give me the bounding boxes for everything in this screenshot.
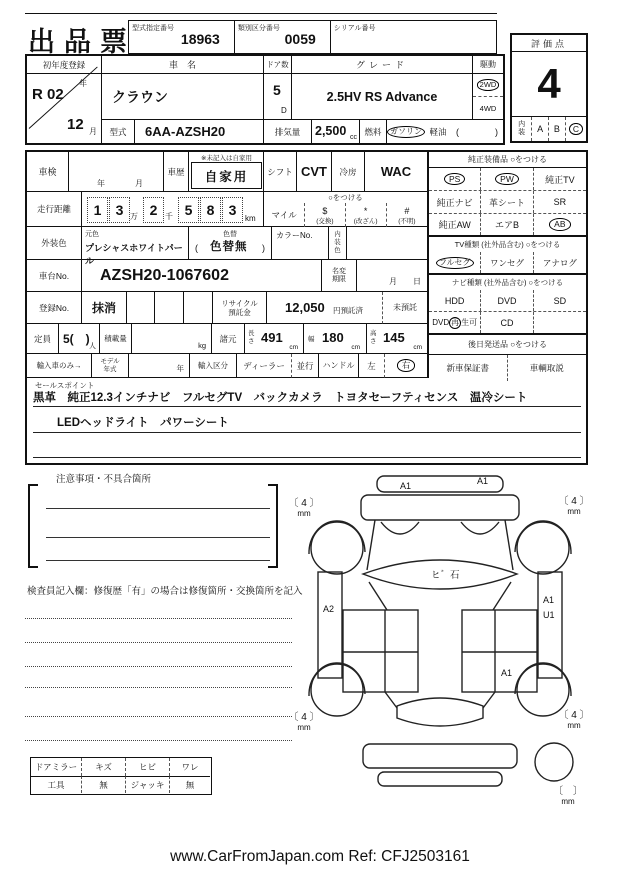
navi-dvd-play-pre: DVD — [432, 318, 450, 327]
tread-rear-left — [286, 712, 322, 732]
height-unit: cm — [413, 344, 422, 351]
handle-right-cell — [385, 354, 427, 378]
height-label: 高さ — [370, 330, 377, 345]
repaint-value: 色替無 — [210, 241, 248, 253]
capacity-value: 5( ) — [63, 332, 90, 346]
repaint-open: ( — [195, 243, 198, 253]
drive-2wd-mark: 2WD — [477, 79, 500, 90]
displacement-unit: cc — [350, 134, 357, 141]
mirror-label: ドアミラー — [34, 761, 78, 772]
orig-color-value: プレシャスホワイトパール — [85, 243, 183, 266]
model-code-label: 型式 — [102, 120, 135, 143]
grade-value: 2.5HV RS Advance — [326, 89, 438, 104]
damage-windshield-chip: ヒ゛石 — [431, 570, 460, 581]
equip-leather: 革シート — [481, 191, 533, 213]
equip-ps-cell — [429, 168, 481, 190]
mileage-digit-4: 5 — [178, 197, 199, 223]
sales-line-1-text: 黒革 純正12.3インチナビ フルセグTV バックカメラ トヨタセーフティセンス 温冷シート — [33, 392, 528, 404]
name-change-month-day: 月 日 — [389, 277, 421, 286]
notes-bracket-right — [268, 484, 278, 568]
jack-none: 無 — [169, 776, 210, 794]
later-header: 後日発送品 ○をつける — [429, 335, 586, 355]
name-change-label: 名変期限 — [322, 260, 357, 292]
damage-a1-right: A1 — [543, 595, 555, 605]
repaint-label: 色替 — [223, 231, 237, 238]
doors-value: 5 — [273, 82, 281, 98]
score-label: 評価点 — [512, 35, 586, 52]
capacity-label: 定員 — [27, 324, 59, 354]
tread-front-left — [286, 498, 322, 518]
payload-label: 積載量 — [100, 324, 132, 354]
shaken-month-unit: 月 — [135, 179, 143, 188]
reg-empty-cell-3 — [184, 292, 213, 324]
equip-pw-mark: PW — [495, 173, 519, 186]
car-name-cell — [102, 74, 264, 120]
color-no-cell — [272, 227, 329, 260]
interior-grade-b: B — [549, 117, 566, 141]
damage-a1-front-right: A1 — [477, 476, 489, 486]
notes-line-2 — [46, 537, 270, 539]
top-rule — [25, 13, 497, 14]
model-year-unit: 年 — [176, 364, 184, 373]
mileage-digit-1: 1 — [87, 197, 108, 223]
flag-hash-sym: # — [404, 205, 410, 216]
equip-airbag: エアB — [481, 214, 533, 235]
tread-front-right-value: 〔 4 〕 — [558, 496, 590, 507]
sales-line-2 — [33, 413, 581, 433]
sales-line-3 — [33, 436, 581, 458]
tread-front-left-unit: mm — [297, 509, 311, 518]
notes-label: 注意事項・不具合箇所 — [56, 474, 152, 485]
width-cell — [304, 324, 367, 354]
navi-sd: SD — [553, 295, 567, 306]
recycle-amount: 12,050 — [285, 300, 325, 315]
equip-ps-mark: PS — [444, 173, 465, 186]
color-no-label: カラーNo. — [276, 231, 313, 240]
model-year-label: モデル年式 — [92, 354, 129, 378]
mirror-tools-table — [30, 757, 212, 795]
displacement-label: 排気量 — [264, 120, 312, 143]
first-reg-month-unit: 月 — [89, 127, 97, 136]
flag-mile: マイル — [271, 210, 297, 220]
mileage-digit-2: 3 — [109, 197, 130, 223]
score-value: 4 — [537, 60, 561, 107]
car-name-value: クラウン — [112, 88, 168, 105]
equipment-panel — [427, 152, 586, 378]
length-value: 491 — [261, 330, 283, 345]
tv-oneseg: ワンセグ — [481, 252, 533, 273]
flag-hash-sub: (不明) — [398, 217, 416, 225]
jack-label: ジャッキ — [125, 776, 169, 794]
int-color-label: 内装色 — [329, 227, 347, 260]
repaint-close: ) — [262, 243, 265, 253]
tread-spare — [548, 786, 588, 806]
equip-ab-cell — [534, 214, 586, 235]
interior-grade-c-cell — [566, 117, 586, 141]
mileage-km: km — [245, 214, 256, 223]
damage-u1-right: U1 — [543, 610, 555, 620]
tv-analog: アナログ — [542, 257, 577, 268]
interior-row — [512, 116, 586, 141]
later-warranty: 新車保証書 — [429, 355, 508, 381]
tire-front-left — [311, 522, 363, 574]
tool-none: 無 — [81, 776, 125, 794]
notes-bracket-left — [28, 484, 38, 568]
mirror-crack: ヒビ — [125, 758, 169, 776]
flag-dollar-sub: (交換) — [316, 217, 334, 225]
code-boxes — [128, 20, 497, 54]
notes-line-1 — [46, 508, 270, 510]
recycle-none: 未預託 — [382, 292, 427, 324]
interior-grade-c-mark: C — [569, 123, 583, 136]
damage-a2-left: A2 — [323, 604, 335, 614]
shaken-year-unit: 年 — [97, 179, 105, 188]
flag-star — [345, 203, 386, 227]
flag-hash — [386, 203, 427, 227]
inspector-line-6 — [25, 740, 292, 742]
tire-front-right — [517, 522, 569, 574]
displacement-cell — [312, 120, 360, 143]
model-code-cell — [135, 120, 264, 143]
int-color-cell — [347, 227, 427, 260]
payload-cell — [132, 324, 212, 354]
later-manual: 車輌取説 — [529, 363, 564, 373]
tv-fullseg-cell — [429, 252, 481, 273]
sales-points — [27, 378, 586, 463]
sales-line-2-text: LEDヘッドライト パワーシート — [57, 417, 229, 429]
reg-empty-cell-2 — [155, 292, 184, 324]
tv-type-header: TV種類 (社外品含む) ○をつける — [454, 240, 561, 249]
interior-label: 内装 — [512, 117, 532, 141]
width-unit: cm — [351, 344, 360, 351]
rear-window-shape — [397, 698, 483, 726]
grade-cell — [292, 74, 473, 120]
mileage-digit-6: 3 — [222, 197, 243, 223]
capacity-cell — [59, 324, 100, 354]
doors-cell — [264, 74, 292, 120]
inspector-line-2 — [25, 642, 292, 644]
history-note: ※未記入は自家用 — [201, 154, 252, 162]
spec-label: 諸元 — [212, 324, 245, 354]
tread-rear-left-unit: mm — [297, 723, 311, 732]
score-box — [510, 33, 588, 143]
tread-rear-right-value: 〔 4 〕 — [558, 710, 590, 721]
fuel-diesel-label: 軽油 — [429, 126, 447, 137]
navi-empty-cell — [534, 312, 586, 333]
sheet-title: 出品票 — [28, 27, 136, 57]
import-dealer: ディーラー — [237, 354, 292, 378]
length-label: 長さ — [248, 330, 255, 345]
orig-color-cell — [82, 227, 189, 266]
history-label: 車歴 — [164, 152, 189, 192]
fuel-label: 燃料 — [360, 120, 387, 143]
name-change-cell — [357, 260, 427, 292]
footer-watermark: www.CarFromJapan.com Ref: CFJ2503161 — [170, 848, 470, 865]
model-designation-label: 型式指定番号 — [132, 25, 174, 32]
payload-unit: kg — [198, 341, 206, 350]
import-type-label: 輸入区分 — [190, 354, 237, 378]
class-division-label: 類別区分番号 — [237, 25, 280, 32]
displacement-value: 2,500 — [315, 124, 347, 138]
vehicle-top-table — [25, 54, 505, 145]
first-reg-label: 初年度登録 — [27, 56, 102, 74]
inspector-line-3 — [25, 666, 292, 668]
tread-spare-unit: mm — [561, 797, 575, 806]
flag-dollar-sym: $ — [322, 205, 328, 216]
fuel-gasoline-mark: ガソリン — [387, 126, 425, 138]
tread-front-right — [556, 496, 592, 516]
recycle-cell — [267, 292, 382, 324]
mileage-digit-5: 8 — [200, 197, 221, 223]
fuel-paren-cell — [451, 120, 503, 143]
first-reg-month: 12 — [67, 116, 84, 133]
inspector-label: 検査員記入欄：修復歴「有」の場合は修復箇所・交換箇所を記入 — [27, 586, 303, 597]
shaken-label: 車検 — [27, 152, 69, 192]
tool-label: 工具 — [31, 776, 81, 794]
navi-hdd: HDD — [429, 290, 481, 311]
navi-dvd: DVD — [481, 290, 533, 311]
mirror-scratch: キズ — [81, 758, 125, 776]
handle-right-mark: 右 — [397, 359, 416, 372]
tread-spare-value: 〔 〕 — [553, 786, 583, 797]
tread-front-right-unit: mm — [567, 507, 581, 516]
first-reg-era-year: R 02 — [32, 86, 64, 103]
notes-line-3 — [46, 560, 270, 562]
damage-a1-front-left: A1 — [400, 481, 412, 491]
import-parallel: 並行 — [292, 354, 319, 378]
mileage-digit-3: 2 — [143, 197, 164, 223]
recycle-label: リサイクル預託金 — [213, 292, 267, 324]
equip-ab-mark: AB — [549, 218, 570, 231]
orig-color-label: 元色 — [85, 231, 99, 238]
width-label: 幅 — [308, 336, 315, 343]
sales-line-1 — [33, 388, 581, 407]
fuel-gasoline-cell — [387, 120, 425, 143]
mileage-cell — [82, 192, 264, 227]
class-division-value: 0059 — [284, 31, 316, 47]
mileage-flag-cell — [264, 192, 427, 227]
equip-sr: SR — [553, 197, 567, 207]
import-only-label: 輸入車のみ→ — [27, 354, 92, 378]
chassis-label: 車台No. — [27, 260, 82, 292]
doors-label: ドア数 — [264, 56, 292, 74]
serial-label: シリアル番号 — [333, 25, 376, 32]
recycle-unit: 円預託済 — [333, 306, 363, 315]
handle-label: ハンドル — [319, 354, 359, 378]
navi-cd: CD — [481, 312, 533, 333]
history-cell — [189, 152, 264, 192]
chassis-value: AZSH20-1067602 — [100, 266, 229, 284]
reg-no-label: 登録No. — [27, 292, 82, 324]
doors-d: D — [281, 106, 287, 115]
capacity-unit: 人 — [89, 343, 96, 350]
ac-label: 冷房 — [332, 152, 365, 192]
mileage-label: 走行距離 — [27, 192, 82, 227]
equip-genuine-navi: 純正ナビ — [429, 191, 481, 213]
paren-open: ( — [456, 126, 459, 137]
drive-4wd-cell: 4WD — [473, 97, 503, 120]
first-reg-cell — [27, 74, 102, 143]
navi-dvd-play-post: 生可 — [461, 318, 478, 327]
flag-dollar — [304, 203, 344, 227]
drive-label: 駆動 — [473, 56, 503, 74]
tread-rear-right — [556, 710, 592, 730]
repaint-cell — [189, 227, 272, 260]
reg-empty-cell-1 — [127, 292, 155, 324]
reg-no-value: 抹消 — [82, 292, 127, 324]
rear-bumper — [363, 744, 517, 768]
ext-color-label: 外装色 — [27, 227, 82, 260]
handle-left: 左 — [359, 354, 385, 378]
mirror-split: ワレ — [169, 758, 210, 776]
equip-pw-cell — [481, 168, 533, 190]
inspector-line-1 — [25, 618, 292, 620]
navi-dvd-play-mark: 再 — [451, 317, 460, 327]
damage-a1-rear: A1 — [501, 668, 513, 678]
model-designation-value: 18963 — [180, 31, 220, 47]
inspector-line-5 — [25, 716, 292, 718]
length-cell — [245, 324, 304, 354]
drive-2wd-cell — [473, 74, 503, 97]
length-unit: cm — [289, 344, 298, 351]
tire-rear-left — [311, 664, 363, 716]
navi-dvd-play-cell — [429, 312, 481, 333]
first-reg-year-unit: 年 — [79, 79, 87, 88]
model-year-cell — [129, 354, 190, 378]
navi-type-header: ナビ種類 (社外品含む) ○をつける — [451, 278, 564, 287]
car-name-label: 車 名 — [102, 56, 264, 74]
flag-star-sub: (改ざん) — [353, 217, 378, 225]
tread-front-left-value: 〔 4 〕 — [288, 498, 320, 509]
main-info-box — [25, 150, 588, 465]
shift-value: CVT — [297, 152, 332, 192]
tire-rear-right — [517, 664, 569, 716]
equip-header: 純正装備品 ○をつける — [429, 152, 586, 168]
chassis-cell — [82, 260, 322, 292]
inspector-line-4 — [25, 687, 292, 689]
paren-close: ) — [495, 126, 498, 137]
tv-fullseg-mark: フルセグ — [436, 257, 474, 269]
left-side-panel — [318, 572, 342, 678]
interior-grade-a: A — [532, 117, 549, 141]
shaken-cell — [69, 152, 164, 192]
ac-value: WAC — [365, 152, 427, 192]
circle-note: ○をつける — [328, 193, 363, 202]
height-value: 145 — [383, 330, 405, 345]
shift-label: シフト — [264, 152, 297, 192]
width-value: 180 — [322, 330, 344, 345]
right-side-panel — [538, 572, 562, 678]
sales-points-label: セールスポイント — [35, 381, 95, 390]
equip-genuine-tv: 純正TV — [545, 174, 575, 185]
grade-label: グレード — [292, 56, 473, 74]
height-cell — [367, 324, 427, 354]
tread-rear-left-value: 〔 4 〕 — [288, 712, 320, 723]
spare-tire — [535, 743, 573, 781]
equip-aw: 純正AW — [429, 214, 481, 235]
mileage-man: 万 — [130, 212, 138, 221]
history-value: 自家用 — [191, 162, 262, 189]
flag-star-sym: * — [363, 205, 368, 216]
tread-rear-right-unit: mm — [567, 721, 581, 730]
model-code-value: 6AA-AZSH20 — [145, 124, 226, 139]
mileage-sen: 千 — [165, 212, 173, 221]
